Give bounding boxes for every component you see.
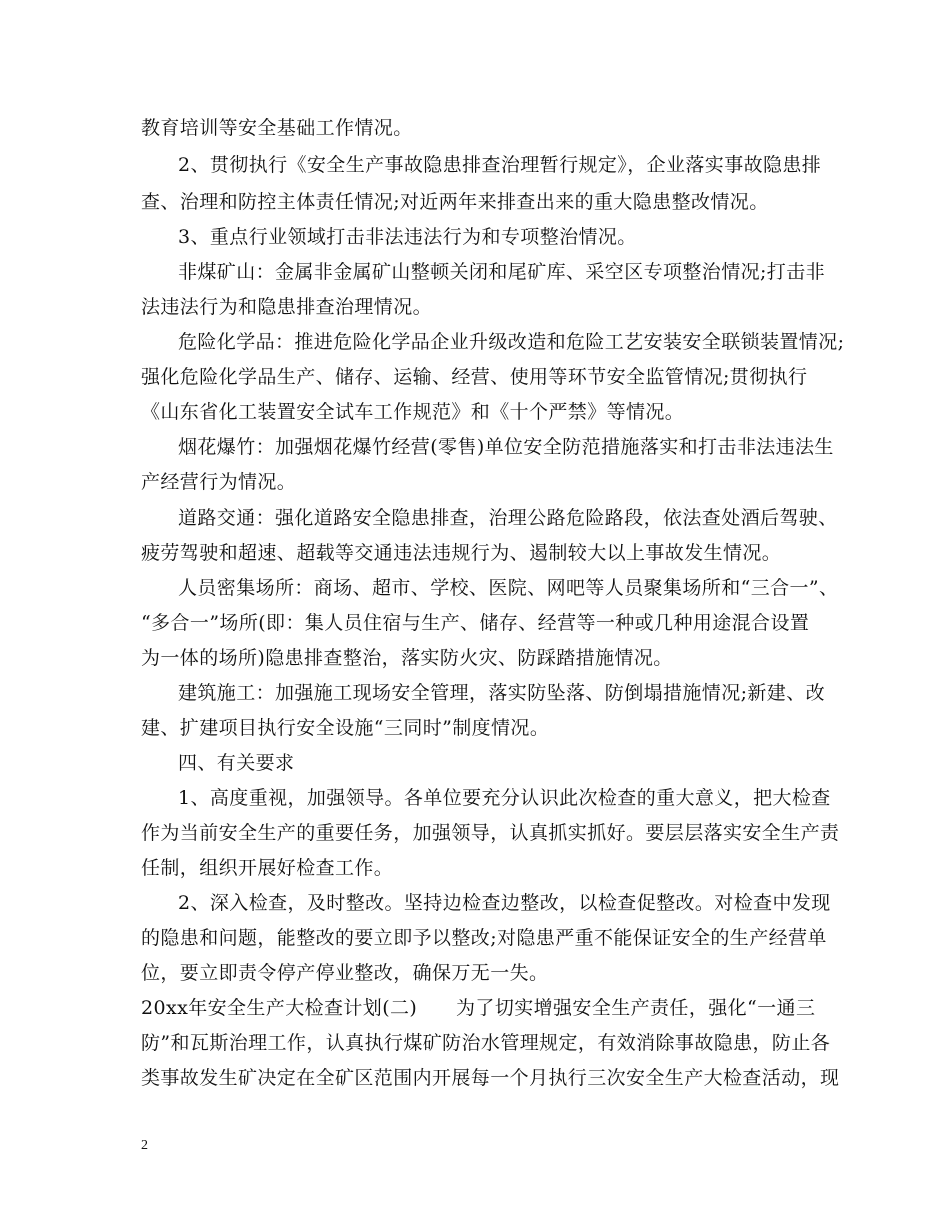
text-line: 位，要立即责令停产停业整改，确保万无一失。 [141,962,549,984]
text-line: 《山东省化工装置安全试车工作规范》和《十个严禁》等情况。 [141,401,685,423]
text-line: 教育培训等安全基础工作情况。 [141,117,413,139]
text-line: 防”和瓦斯治理工作，认真执行煤矿防治水管理规定，有效消除事故隐患，防止各 [141,1032,831,1054]
text-line: 3、重点行业领域打击非法违法行为和专项整治情况。 [178,226,637,248]
text-line: 2、贯彻执行《安全生产事故隐患排查治理暂行规定》，企业落实事故隐患排 [178,154,822,176]
text-line: 疲劳驾驶和超速、超载等交通违法违规行为、遏制较大以上事故发生情况。 [141,542,782,564]
text-line: 人员密集场所：商场、超市、学校、医院、网吧等人员聚集场所和“三合一”、 [178,577,839,599]
text-line: 20xx年安全生产大检查计划(二) 为了切实增强安全生产责任，强化“一通三 [141,997,816,1019]
text-line: 建、扩建项目执行安全设施“三同时”制度情况。 [141,717,550,739]
text-line: 法违法行为和隐患排查治理情况。 [141,296,433,318]
text-line: 为一体的场所)隐患排查整治，落实防火灾、防踩踏措施情况。 [141,647,673,669]
text-line: 1、高度重视，加强领导。各单位要充分认识此次检查的重大意义，把大检查 [178,787,831,809]
text-line: 类事故发生矿决定在全矿区范围内开展每一个月执行三次安全生产大检查活动，现 [141,1067,840,1089]
section-heading: 四、有关要求 [178,752,295,774]
text-line: 建筑施工：加强施工现场安全管理，落实防坠落、防倒塌措施情况;新建、改 [178,682,826,704]
text-line: 产经营行为情况。 [141,471,297,493]
text-line: 强化危险化学品生产、储存、运输、经营、使用等环节安全监管情况;贯彻执行 [141,366,808,388]
text-line: 任制，组织开展好检查工作。 [141,857,394,879]
text-line: 烟花爆竹：加强烟花爆竹经营(零售)单位安全防范措施落实和打击非法违法生 [178,436,834,458]
text-line: 危险化学品：推进危险化学品企业升级改造和危险工艺安装安全联锁装置情况; [178,331,845,353]
text-line: 作为当前安全生产的重要任务，加强领导，认真抓实抓好。要层层落实安全生产责 [141,822,840,844]
page-number: 2 [141,1138,148,1153]
text-line: 非煤矿山：金属非金属矿山整顿关闭和尾矿库、采空区专项整治情况;打击非 [178,261,826,283]
text-line: 查、治理和防控主体责任情况;对近两年来排查出来的重大隐患整改情况。 [141,191,769,213]
text-line: 道路交通：强化道路安全隐患排查，治理公路危险路段，依法查处酒后驾驶、 [178,507,838,529]
text-line: “多合一”场所(即：集人员住宿与生产、储存、经营等一种或几种用途混合设置 [141,612,810,634]
text-line: 2、深入检查，及时整改。坚持边检查边整改，以检查促整改。对检查中发现 [178,892,831,914]
text-line: 的隐患和问题，能整改的要立即予以整改;对隐患严重不能保证安全的生产经营单 [141,927,827,949]
